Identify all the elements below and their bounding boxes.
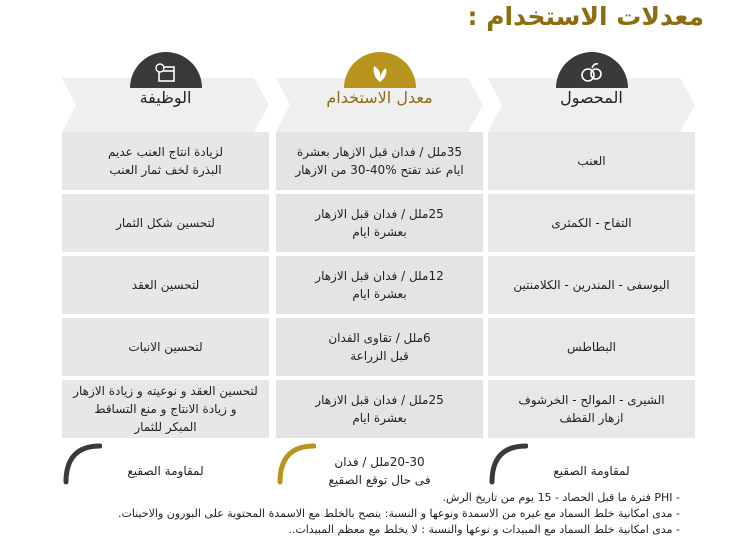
function-column: [62, 52, 269, 504]
function-cell: لمقاومة الصقيع: [62, 442, 269, 500]
rate-cell: 25ملل / فدان قبل الازهار بعشرة ايام: [276, 380, 483, 438]
page-title: معدلات الاستخدام :: [467, 2, 704, 31]
rate-cell: 12ملل / فدان قبل الازهار بعشرة ايام: [276, 256, 483, 314]
crop-cell: اليوسفى - المندرين - الكلامنتين: [488, 256, 695, 314]
function-cell: لتحسين العقد و نوعيته و زيادة الازهار و زيادة الانتاج و منع التساقط المبكر للثمار: [62, 380, 269, 438]
function-cell: لزيادة انتاج العنب عديم البذرة لخف ثمار العنب: [62, 132, 269, 190]
function-cell: لتحسين العقد: [62, 256, 269, 314]
crop-header-label: المحصول: [560, 88, 623, 107]
crop-cell: التفاح - الكمثرى: [488, 194, 695, 252]
footnote: - مدى امكانية خلط السماد مع المبيدات و نوعها والنسبة : لا يخلط مع معظم المبيدات..: [288, 523, 680, 536]
calendar-clock-icon: [130, 52, 202, 88]
crop-column: [488, 52, 695, 504]
rate-column: [276, 52, 483, 504]
leaves-icon: [344, 52, 416, 88]
rate-cell: 35ملل / فدان قبل الازهار بعشرة ايام عند تفتح %40-30 من الازهار: [276, 132, 483, 190]
crop-cell: لمقاومة الصقيع: [488, 442, 695, 500]
rate-cell: 6ملل / تقاوى الفدان قبل الزراعة: [276, 318, 483, 376]
function-header: [62, 52, 269, 132]
footnote: - PHI فترة ما قبل الحصاد - 15 يوم من تاريخ الرش.: [442, 491, 680, 504]
function-header-label: الوظيفة: [139, 88, 192, 107]
function-cell: لتحسين الانبات: [62, 318, 269, 376]
rate-cell: 20-30ملل / فدان فى حال توقع الصقيع: [276, 442, 483, 500]
crop-cell: العنب: [488, 132, 695, 190]
fruits-icon: [556, 52, 628, 88]
footnote: - مدى امكانية خلط السماد مع غيره من الاسمدة ونوعها و النسبة: ينصح بالخلط مع الاسمدة المحتوية على البورون والاحينات.: [118, 507, 680, 520]
footnotes: [118, 490, 680, 538]
rate-cell: 25ملل / فدان قبل الازهار بعشرة ايام: [276, 194, 483, 252]
rate-header: [276, 52, 483, 132]
crop-cell: البطاطس: [488, 318, 695, 376]
rate-header-label: معدل الاستخدام: [326, 88, 433, 107]
crop-header: [488, 52, 695, 132]
function-cell: لتحسين شكل الثمار: [62, 194, 269, 252]
crop-cell: الشيرى - الموالح - الخرشوف ازهار القطف: [488, 380, 695, 438]
corner-curve: [62, 442, 102, 500]
